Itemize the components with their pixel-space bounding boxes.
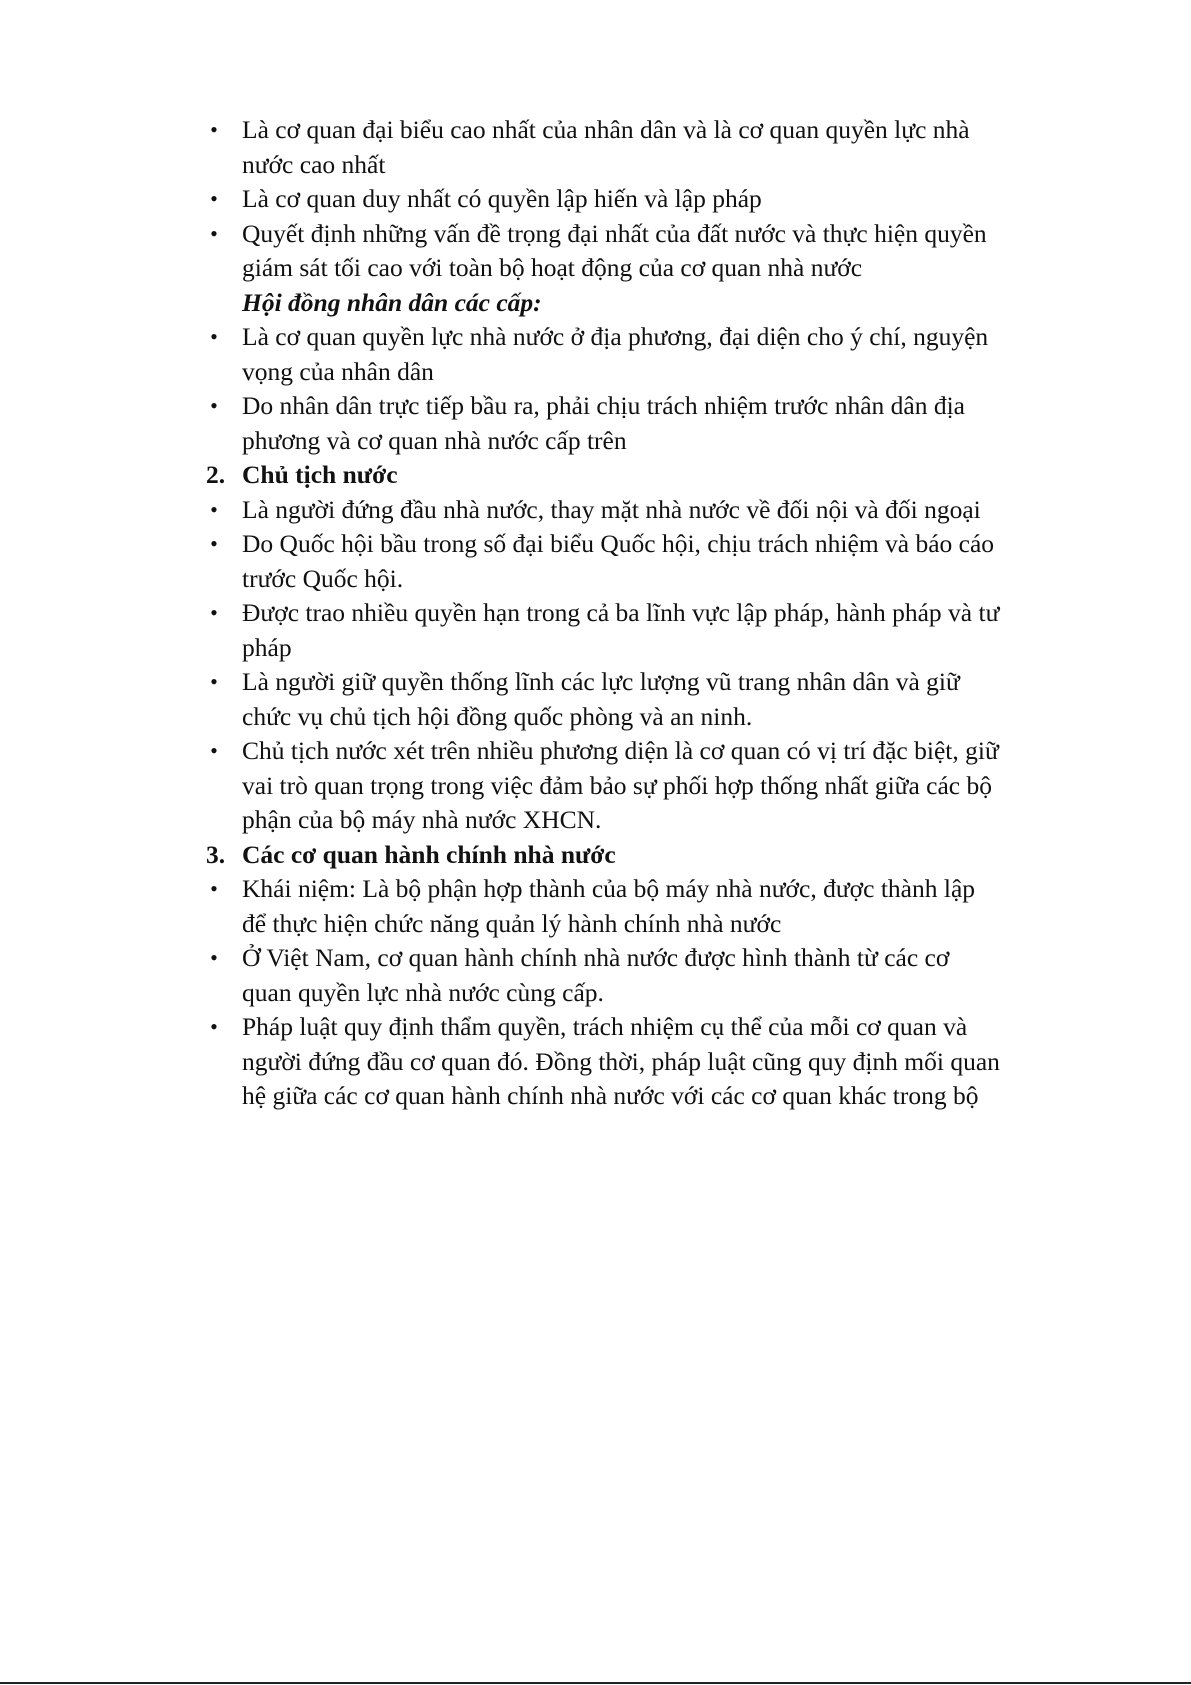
text-line: [242, 1045, 1082, 1080]
line-text: trước Quốc hội.: [242, 563, 404, 593]
line-text: Là cơ quan đại biểu cao nhất của nhân dân và là cơ quan quyền lực nhà: [242, 115, 970, 144]
bullet-item: [210, 182, 1082, 217]
text-line: [242, 562, 1082, 597]
line-text: Các cơ quan hành chính nhà nước: [242, 839, 616, 869]
line-text: phận của bộ máy nhà nước XHCN.: [242, 805, 602, 834]
line-text: để thực hiện chức năng quản lý hành chính nhà nước: [242, 908, 782, 938]
text-line: [242, 631, 1082, 666]
bullet-icon: •: [210, 669, 218, 694]
page-bottom-divider: [0, 1682, 1191, 1684]
line-text: chức vụ chủ tịch hội đồng quốc phòng và an ninh.: [242, 701, 753, 731]
line-text: quan quyền lực nhà nước cùng cấp.: [242, 977, 604, 1007]
bullet-item: [210, 527, 1082, 596]
line-text: nước cao nhất: [242, 149, 386, 179]
text-line: [242, 148, 1082, 183]
bullet-item: [210, 1010, 1082, 1114]
bullet-icon: •: [210, 945, 218, 970]
text-line: [210, 527, 1082, 562]
line-text: Do Quốc hội bầu trong số đại biểu Quốc hội, chịu trách nhiệm và báo cáo: [242, 529, 995, 558]
bullet-item: [210, 872, 1082, 941]
text-line: [210, 596, 1082, 631]
line-text: Do nhân dân trực tiếp bầu ra, phải chịu trách nhiệm trước nhân dân địa: [242, 391, 966, 420]
section-number: 3.: [206, 839, 226, 869]
bullet-icon: •: [210, 117, 218, 142]
section-number: 2.: [206, 460, 226, 489]
line-text: Chủ tịch nước xét trên nhiều phương diện là cơ quan có vị trí đặc biệt, giữ: [242, 736, 999, 765]
bullet-icon: •: [210, 531, 218, 556]
text-line: [242, 769, 1082, 804]
text-line: [210, 734, 1082, 769]
text-line: [210, 182, 1082, 217]
line-text: Được trao nhiều quyền hạn trong cả ba lĩnh vực lập pháp, hành pháp và tư: [242, 598, 1000, 627]
text-line: [242, 700, 1082, 735]
bullet-item: [210, 941, 1082, 1010]
text-line: [210, 665, 1082, 700]
line-text: Hội đồng nhân dân các cấp:: [242, 287, 542, 317]
document-body: [206, 113, 1082, 1114]
bullet-icon: •: [210, 324, 218, 349]
text-line: [210, 320, 1082, 355]
text-line: [242, 907, 1082, 942]
text-line: [210, 217, 1082, 252]
bullet-item: [210, 113, 1082, 182]
subheading: [242, 286, 1082, 321]
bullet-item: [210, 665, 1082, 734]
text-line: [210, 941, 1082, 976]
text-line: [242, 803, 1082, 838]
line-text: hệ giữa các cơ quan hành chính nhà nước với các cơ quan khác trong bộ: [242, 1081, 979, 1110]
line-text: vọng của nhân dân: [242, 356, 434, 386]
bullet-icon: •: [210, 393, 218, 418]
line-text: Là cơ quan quyền lực nhà nước ở địa phương, đại diện cho ý chí, nguyện: [242, 322, 989, 351]
line-text: Chủ tịch nước: [242, 460, 398, 489]
bullet-icon: •: [210, 186, 218, 211]
text-line: [242, 251, 1082, 286]
text-line: [210, 1010, 1082, 1045]
section-heading: [206, 458, 1082, 493]
line-text: phương và cơ quan nhà nước cấp trên: [242, 425, 627, 455]
text-line: [210, 113, 1082, 148]
line-text: Khái niệm: Là bộ phận hợp thành của bộ máy nhà nước, được thành lập: [242, 874, 976, 903]
line-text: người đứng đầu cơ quan đó. Đồng thời, pháp luật cũng quy định mối quan: [242, 1046, 1000, 1076]
line-text: Là cơ quan duy nhất có quyền lập hiến và lập pháp: [242, 184, 762, 213]
bullet-icon: •: [210, 738, 218, 763]
text-line: [206, 838, 1082, 873]
bullet-item: [210, 734, 1082, 838]
line-text: vai trò quan trọng trong việc đảm bảo sự phối hợp thống nhất giữa các bộ: [242, 770, 992, 800]
text-line: [242, 424, 1082, 459]
line-text: pháp: [242, 632, 292, 662]
line-text: Là người đứng đầu nhà nước, thay mặt nhà nước về đối nội và đối ngoại: [242, 494, 981, 524]
text-line: [210, 872, 1082, 907]
bullet-item: [210, 493, 1082, 528]
bullet-icon: •: [210, 1014, 218, 1039]
line-text: giám sát tối cao với toàn bộ hoạt động của cơ quan nhà nước: [242, 253, 863, 282]
bullet-icon: •: [210, 600, 218, 625]
line-text: Ở Việt Nam, cơ quan hành chính nhà nước được hình thành từ các cơ: [242, 943, 950, 972]
text-line: [242, 286, 1082, 321]
text-line: [242, 1079, 1082, 1114]
text-line: [242, 355, 1082, 390]
line-text: Pháp luật quy định thẩm quyền, trách nhiệm cụ thể của mỗi cơ quan và: [242, 1012, 968, 1041]
line-text: Là người giữ quyền thống lĩnh các lực lượng vũ trang nhân dân và giữ: [242, 667, 960, 696]
bullet-item: [210, 217, 1082, 286]
text-line: [242, 976, 1082, 1011]
bullet-icon: •: [210, 876, 218, 901]
line-text: Quyết định những vấn đề trọng đại nhất của đất nước và thực hiện quyền: [242, 218, 987, 248]
bullet-item: [210, 320, 1082, 389]
section-heading: [206, 838, 1082, 873]
text-line: [210, 389, 1082, 424]
bullet-item: [210, 389, 1082, 458]
text-line: [206, 458, 1082, 493]
bullet-item: [210, 596, 1082, 665]
bullet-icon: •: [210, 496, 218, 522]
bullet-icon: •: [210, 220, 218, 246]
text-line: [210, 493, 1082, 528]
